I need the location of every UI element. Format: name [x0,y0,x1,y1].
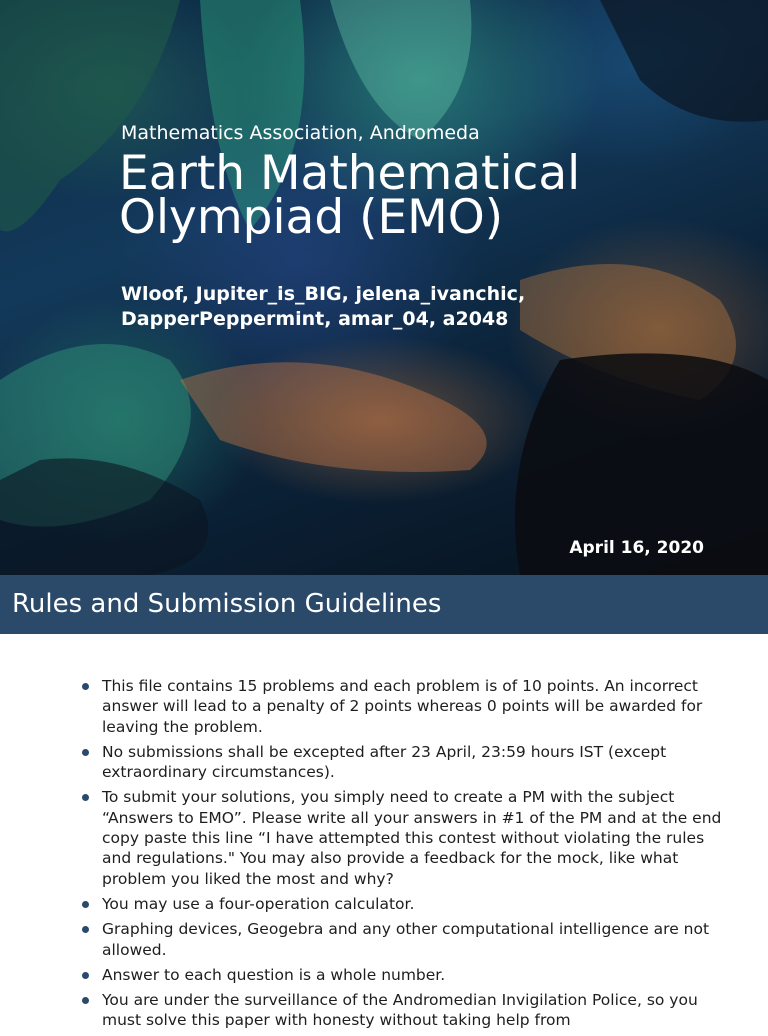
rule-text: Answer to each question is a whole number. [102,965,446,984]
bullet-icon [82,749,89,756]
rules-list [82,676,722,1036]
rule-item [82,919,722,960]
organization-name: Mathematics Association, Andromeda [121,122,480,144]
rule-text: This file contains 15 problems and each problem is of 10 points. An incorrect answer will lead to a penalty of 2 points whereas 0 points will be awarded for leaving the problem. [102,677,703,736]
rule-item [82,990,722,1031]
author-list: Wloof, Jupiter_is_BIG, jelena_ivanchic, DapperPeppermint, amar_04, a2048 [121,283,526,330]
bullet-icon [82,901,89,908]
rule-item [82,894,722,914]
rule-text: Graphing devices, Geogebra and any other computational intelligence are not allowed. [102,920,710,959]
rule-item [82,676,722,737]
section-header-band [0,575,768,634]
bullet-icon [82,683,89,690]
rule-item [82,742,722,783]
rule-text: You are under the surveillance of the Andromedian Invigilation Police, so you must solve this paper with honesty without taking help from [102,991,698,1030]
section-heading: Rules and Submission Guidelines [12,589,442,619]
publication-date: April 16, 2020 [569,538,704,558]
bullet-icon [82,926,89,933]
rule-text: No submissions shall be excepted after 23 April, 23:59 hours IST (except extraordinary circumstances). [102,742,667,782]
bullet-icon [82,794,89,801]
bullet-icon [82,972,89,979]
rule-item [82,787,722,888]
document-title: Earth Mathematical Olympiad (EMO) [119,146,581,245]
bullet-icon [82,997,89,1004]
rule-text: To submit your solutions, you simply need to create a PM with the subject “Answers to EMO”. Please write all your answers in #1 of the PM and at the end copy paste this line “I have attempted this contest without violating the rules and regulations." You may also provide a feedback for the mock, like what problem you liked the most and why? [102,788,722,888]
rule-text: You may use a four-operation calculator. [102,894,415,913]
rule-item [82,965,722,985]
